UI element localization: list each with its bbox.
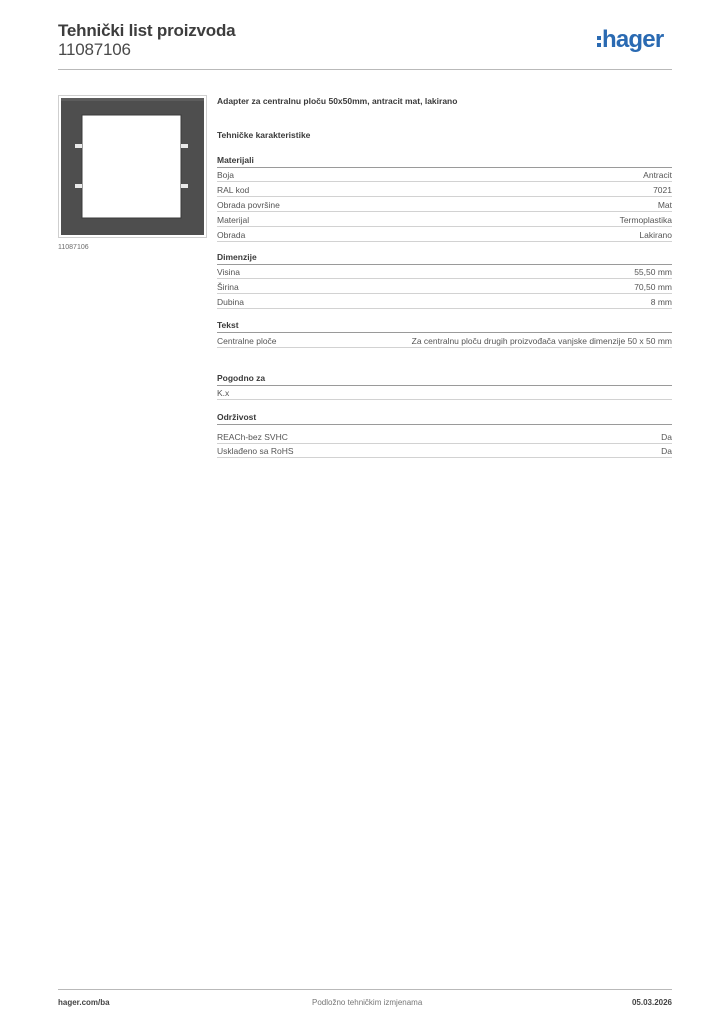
footer-date: 05.03.2026	[631, 998, 672, 1007]
table-row	[217, 430, 672, 444]
row-value: Da	[661, 445, 672, 456]
footer-website-link[interactable]: hager.com/ba	[58, 998, 110, 1007]
row-key: Visina	[217, 266, 240, 277]
row-key: Obrada površine	[217, 199, 280, 210]
table-row	[217, 386, 672, 400]
footer-divider	[58, 989, 672, 990]
row-key: Materijal	[217, 214, 250, 225]
tech-heading: Tehničke karakteristike	[217, 130, 311, 140]
row-key: Obrada	[217, 229, 246, 240]
page-title: Tehnički list proizvoda	[58, 21, 236, 40]
row-value: 8 mm	[650, 296, 672, 307]
row-key: Usklađeno sa RoHS	[217, 445, 294, 456]
table-row	[217, 265, 672, 279]
footer-disclaimer: Podložno tehničkim izmjenama	[312, 998, 423, 1007]
table-row	[217, 280, 672, 294]
section-heading-tekst: Tekst	[217, 320, 672, 333]
header-divider	[58, 69, 672, 70]
row-value: Za centralnu ploču drugih proizvođača vanjske dimenzije 50 x 50 mm	[411, 335, 672, 346]
product-code: 11087106	[58, 40, 131, 59]
logo-text: hager	[602, 26, 664, 53]
section-heading-dimenzije: Dimenzije	[217, 252, 672, 265]
section-heading-pogodno: Pogodno za	[217, 373, 672, 386]
hager-logo	[597, 28, 663, 52]
section-heading-materijali: Materijali	[217, 155, 672, 168]
table-row	[217, 198, 672, 212]
table-row	[217, 334, 672, 348]
row-key: Centralne ploče	[217, 335, 277, 346]
table-row	[217, 444, 672, 458]
frame-adapter-icon	[59, 96, 206, 237]
row-value: Antracit	[643, 169, 672, 180]
logo-mark-icon	[597, 36, 601, 47]
table-row	[217, 228, 672, 242]
row-key: Boja	[217, 169, 235, 180]
row-value: Mat	[657, 199, 672, 210]
row-key: Širina	[217, 281, 239, 292]
row-value: 7021	[653, 184, 672, 195]
row-key: K.x	[217, 387, 230, 398]
row-value: Termoplastika	[619, 214, 672, 225]
row-key: Dubina	[217, 296, 244, 307]
image-caption: 11087106	[58, 244, 89, 251]
table-row	[217, 213, 672, 227]
row-value: Lakirano	[639, 229, 672, 240]
table-row	[217, 295, 672, 309]
row-value: 55,50 mm	[634, 266, 672, 277]
table-row	[217, 168, 672, 182]
section-heading-odrzivost: Održivost	[217, 412, 672, 425]
product-title: Adapter za centralnu ploču 50x50mm, antracit mat, lakirano	[217, 96, 458, 106]
row-key: RAL kod	[217, 184, 250, 195]
product-image	[58, 95, 207, 238]
table-row	[217, 183, 672, 197]
row-value: Da	[661, 431, 672, 442]
row-key: REACh-bez SVHC	[217, 431, 288, 442]
row-value: 70,50 mm	[634, 281, 672, 292]
